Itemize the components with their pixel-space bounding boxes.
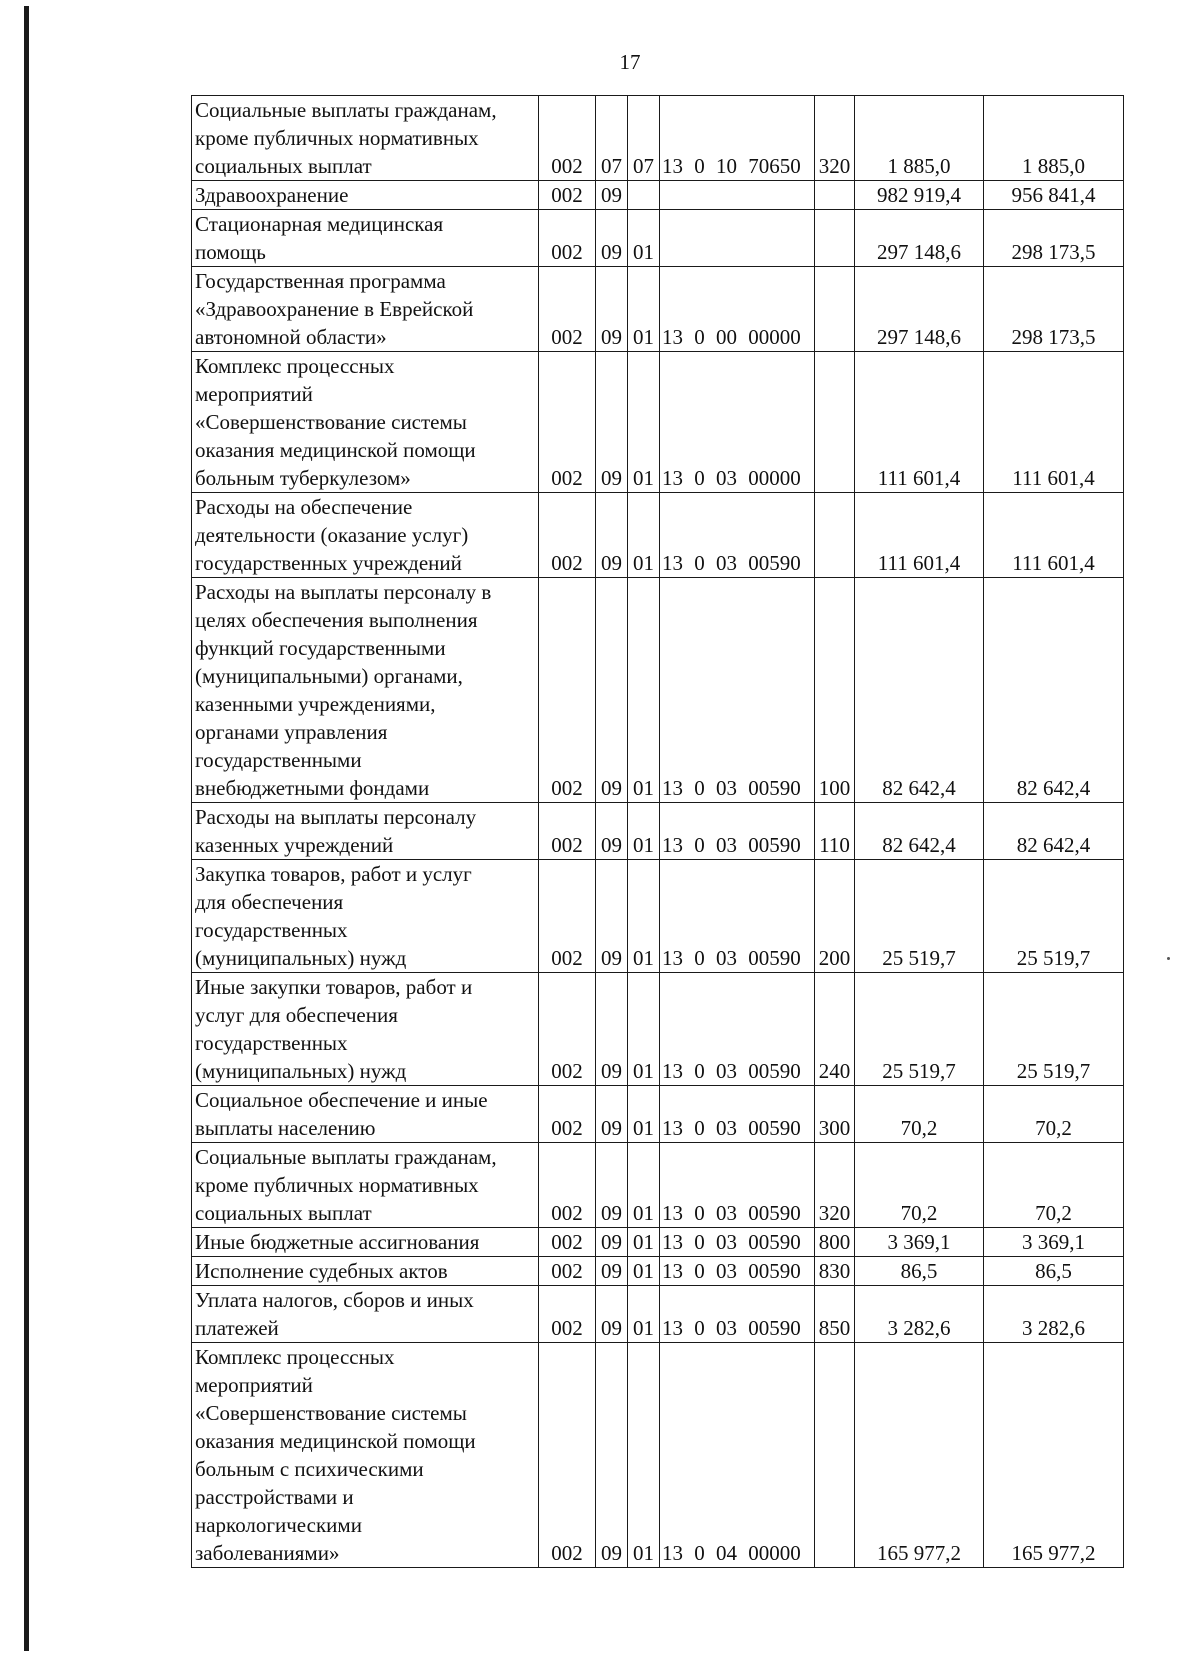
expense-name-line: автономной области» <box>195 325 387 349</box>
department-code-cell: 002 <box>539 1143 596 1228</box>
amount-year1-cell: 82 642,4 <box>855 803 984 860</box>
expense-name-line: казенными учреждениями, <box>195 692 436 716</box>
subsection-code-cell: 01 <box>628 1343 660 1568</box>
expense-type-code-cell <box>815 267 855 352</box>
expense-name-line: Комплекс процессных <box>195 354 395 378</box>
expense-name-line: больным туберкулезом» <box>195 466 411 490</box>
amount-year2-cell: 25 519,7 <box>984 860 1124 973</box>
subsection-code-cell: 01 <box>628 210 660 267</box>
subsection-code-cell: 01 <box>628 1286 660 1343</box>
table-row <box>192 803 1124 860</box>
section-code-cell: 09 <box>596 1343 628 1568</box>
amount-year1-cell: 165 977,2 <box>855 1343 984 1568</box>
target-article-code-cell: 13 0 03 00590 <box>660 493 815 578</box>
amount-year2-cell: 298 173,5 <box>984 267 1124 352</box>
amount-year2-cell: 70,2 <box>984 1086 1124 1143</box>
section-code-cell: 09 <box>596 210 628 267</box>
expense-type-code-cell: 320 <box>815 1143 855 1228</box>
expense-type-code-cell: 830 <box>815 1257 855 1286</box>
expense-name-line: «Совершенствование системы <box>195 410 467 434</box>
expense-name-line: Здравоохранение <box>195 183 349 207</box>
section-code-cell: 09 <box>596 267 628 352</box>
expense-name-line: государственных учреждений <box>195 551 462 575</box>
section-code-cell: 09 <box>596 1257 628 1286</box>
department-code-cell: 002 <box>539 1228 596 1257</box>
expense-name-cell <box>192 181 539 210</box>
section-code-cell: 09 <box>596 973 628 1086</box>
expense-type-code-cell <box>815 352 855 493</box>
budget-table <box>191 95 1124 1568</box>
expense-name-line: (муниципальными) органами, <box>195 664 463 688</box>
expense-type-code-cell <box>815 493 855 578</box>
department-code-cell: 002 <box>539 1343 596 1568</box>
target-article-code-cell <box>660 181 815 210</box>
expense-name-line: (муниципальных) нужд <box>195 1059 407 1083</box>
expense-name-line: Исполнение судебных актов <box>195 1259 448 1283</box>
expense-name-line: заболеваниями» <box>195 1541 340 1565</box>
section-code-cell: 09 <box>596 1286 628 1343</box>
amount-year2-cell: 3 369,1 <box>984 1228 1124 1257</box>
amount-year2-cell: 111 601,4 <box>984 352 1124 493</box>
section-code-cell: 09 <box>596 578 628 803</box>
expense-name-cell <box>192 96 539 181</box>
amount-year2-cell: 1 885,0 <box>984 96 1124 181</box>
expense-name-line: Расходы на выплаты персоналу <box>195 805 477 829</box>
subsection-code-cell: 01 <box>628 1228 660 1257</box>
budget-table-body <box>192 96 1124 1568</box>
expense-name-line: социальных выплат <box>195 1201 372 1225</box>
expense-name-line: для обеспечения <box>195 890 344 914</box>
amount-year2-cell: 25 519,7 <box>984 973 1124 1086</box>
amount-year2-cell: 70,2 <box>984 1143 1124 1228</box>
expense-name-line: государственных <box>195 1031 348 1055</box>
target-article-code-cell: 13 0 03 00590 <box>660 1228 815 1257</box>
expense-type-code-cell: 300 <box>815 1086 855 1143</box>
expense-name-line: органами управления <box>195 720 388 744</box>
section-code-cell: 09 <box>596 860 628 973</box>
expense-name-line: «Совершенствование системы <box>195 1401 467 1425</box>
expense-name-cell <box>192 1343 539 1568</box>
expense-name-line: Социальные выплаты гражданам, <box>195 1145 497 1169</box>
table-row <box>192 1343 1124 1568</box>
table-row <box>192 181 1124 210</box>
table-row <box>192 1257 1124 1286</box>
subsection-code-cell: 07 <box>628 96 660 181</box>
expense-type-code-cell: 850 <box>815 1286 855 1343</box>
department-code-cell: 002 <box>539 578 596 803</box>
expense-name-line: оказания медицинской помощи <box>195 438 476 462</box>
section-code-cell: 09 <box>596 803 628 860</box>
expense-name-line: (муниципальных) нужд <box>195 946 407 970</box>
expense-name-cell <box>192 1286 539 1343</box>
table-row <box>192 860 1124 973</box>
target-article-code-cell: 13 0 00 00000 <box>660 267 815 352</box>
subsection-code-cell: 01 <box>628 1257 660 1286</box>
expense-name-cell <box>192 493 539 578</box>
expense-name-line: Социальное обеспечение и иные <box>195 1088 488 1112</box>
expense-name-line: функций государственными <box>195 636 446 660</box>
expense-name-line: целях обеспечения выполнения <box>195 608 478 632</box>
expense-name-line: казенных учреждений <box>195 833 394 857</box>
department-code-cell: 002 <box>539 181 596 210</box>
expense-name-line: мероприятий <box>195 382 313 406</box>
subsection-code-cell: 01 <box>628 860 660 973</box>
expense-name-line: Государственная программа <box>195 269 446 293</box>
amount-year2-cell: 956 841,4 <box>984 181 1124 210</box>
subsection-code-cell: 01 <box>628 267 660 352</box>
expense-name-cell <box>192 578 539 803</box>
expense-name-line: расстройствами и <box>195 1485 354 1509</box>
expense-name-line: Стационарная медицинская <box>195 212 444 236</box>
subsection-code-cell: 01 <box>628 1086 660 1143</box>
target-article-code-cell: 13 0 03 00000 <box>660 352 815 493</box>
amount-year1-cell: 3 369,1 <box>855 1228 984 1257</box>
expense-type-code-cell: 110 <box>815 803 855 860</box>
table-row <box>192 267 1124 352</box>
table-row <box>192 1228 1124 1257</box>
expense-name-cell <box>192 1228 539 1257</box>
section-code-cell: 07 <box>596 96 628 181</box>
expense-name-line: Комплекс процессных <box>195 1345 395 1369</box>
expense-name-line: услуг для обеспечения <box>195 1003 398 1027</box>
section-code-cell: 09 <box>596 1228 628 1257</box>
expense-name-line: Расходы на обеспечение <box>195 495 413 519</box>
expense-type-code-cell: 800 <box>815 1228 855 1257</box>
scan-speck <box>1167 957 1170 960</box>
subsection-code-cell: 01 <box>628 973 660 1086</box>
target-article-code-cell: 13 0 03 00590 <box>660 803 815 860</box>
section-code-cell: 09 <box>596 493 628 578</box>
expense-name-line: Социальные выплаты гражданам, <box>195 98 497 122</box>
expense-name-line: помощь <box>195 240 266 264</box>
expense-name-line: государственных <box>195 918 348 942</box>
page-number: 17 <box>619 50 641 74</box>
department-code-cell: 002 <box>539 1286 596 1343</box>
table-row <box>192 1086 1124 1143</box>
expense-name-cell <box>192 973 539 1086</box>
expense-name-cell <box>192 1143 539 1228</box>
amount-year1-cell: 111 601,4 <box>855 352 984 493</box>
target-article-code-cell: 13 0 04 00000 <box>660 1343 815 1568</box>
amount-year1-cell: 70,2 <box>855 1086 984 1143</box>
amount-year1-cell: 3 282,6 <box>855 1286 984 1343</box>
amount-year1-cell: 25 519,7 <box>855 860 984 973</box>
amount-year2-cell: 82 642,4 <box>984 803 1124 860</box>
section-code-cell: 09 <box>596 1086 628 1143</box>
section-code-cell: 09 <box>596 352 628 493</box>
amount-year2-cell: 111 601,4 <box>984 493 1124 578</box>
expense-type-code-cell: 240 <box>815 973 855 1086</box>
table-row <box>192 578 1124 803</box>
table-row <box>192 493 1124 578</box>
amount-year1-cell: 86,5 <box>855 1257 984 1286</box>
expense-name-cell <box>192 1257 539 1286</box>
section-code-cell: 09 <box>596 181 628 210</box>
subsection-code-cell: 01 <box>628 578 660 803</box>
expense-name-cell <box>192 803 539 860</box>
expense-name-line: оказания медицинской помощи <box>195 1429 476 1453</box>
table-row <box>192 96 1124 181</box>
department-code-cell: 002 <box>539 493 596 578</box>
target-article-code-cell: 13 0 03 00590 <box>660 860 815 973</box>
department-code-cell: 002 <box>539 860 596 973</box>
department-code-cell: 002 <box>539 267 596 352</box>
expense-name-line: платежей <box>195 1316 279 1340</box>
amount-year1-cell: 82 642,4 <box>855 578 984 803</box>
expense-name-line: мероприятий <box>195 1373 313 1397</box>
amount-year1-cell: 297 148,6 <box>855 210 984 267</box>
department-code-cell: 002 <box>539 1086 596 1143</box>
department-code-cell: 002 <box>539 973 596 1086</box>
expense-name-line: «Здравоохранение в Еврейской <box>195 297 474 321</box>
expense-name-line: Расходы на выплаты персоналу в <box>195 580 492 604</box>
expense-name-line: Закупка товаров, работ и услуг <box>195 862 472 886</box>
expense-type-code-cell <box>815 181 855 210</box>
target-article-code-cell: 13 0 03 00590 <box>660 1143 815 1228</box>
table-row <box>192 210 1124 267</box>
amount-year1-cell: 70,2 <box>855 1143 984 1228</box>
expense-name-line: кроме публичных нормативных <box>195 126 479 150</box>
target-article-code-cell: 13 0 03 00590 <box>660 1257 815 1286</box>
expense-name-line: деятельности (оказание услуг) <box>195 523 469 547</box>
expense-name-cell <box>192 267 539 352</box>
binding-edge-line <box>24 6 29 1651</box>
expense-name-line: кроме публичных нормативных <box>195 1173 479 1197</box>
subsection-code-cell: 01 <box>628 803 660 860</box>
department-code-cell: 002 <box>539 96 596 181</box>
section-code-cell: 09 <box>596 1143 628 1228</box>
target-article-code-cell: 13 0 10 70650 <box>660 96 815 181</box>
target-article-code-cell: 13 0 03 00590 <box>660 1086 815 1143</box>
subsection-code-cell: 01 <box>628 352 660 493</box>
expense-name-cell <box>192 860 539 973</box>
table-row <box>192 973 1124 1086</box>
expense-name-cell <box>192 1086 539 1143</box>
target-article-code-cell: 13 0 03 00590 <box>660 973 815 1086</box>
amount-year2-cell: 82 642,4 <box>984 578 1124 803</box>
expense-name-line: социальных выплат <box>195 154 372 178</box>
target-article-code-cell: 13 0 03 00590 <box>660 1286 815 1343</box>
expense-type-code-cell <box>815 1343 855 1568</box>
subsection-code-cell: 01 <box>628 1143 660 1228</box>
expense-name-line: государственными <box>195 748 362 772</box>
expense-type-code-cell: 320 <box>815 96 855 181</box>
expense-name-line: внебюджетными фондами <box>195 776 430 800</box>
amount-year1-cell: 982 919,4 <box>855 181 984 210</box>
expense-name-line: больным с психическими <box>195 1457 424 1481</box>
amount-year2-cell: 298 173,5 <box>984 210 1124 267</box>
amount-year1-cell: 1 885,0 <box>855 96 984 181</box>
expense-name-cell <box>192 352 539 493</box>
expense-name-line: выплаты населению <box>195 1116 376 1140</box>
expense-name-line: Уплата налогов, сборов и иных <box>195 1288 474 1312</box>
amount-year2-cell: 3 282,6 <box>984 1286 1124 1343</box>
table-row <box>192 1286 1124 1343</box>
expense-name-cell <box>192 210 539 267</box>
target-article-code-cell <box>660 210 815 267</box>
amount-year1-cell: 25 519,7 <box>855 973 984 1086</box>
department-code-cell: 002 <box>539 352 596 493</box>
expense-name-line: наркологическими <box>195 1513 362 1537</box>
department-code-cell: 002 <box>539 210 596 267</box>
expense-type-code-cell <box>815 210 855 267</box>
expense-name-line: Иные закупки товаров, работ и <box>195 975 473 999</box>
subsection-code-cell: 01 <box>628 493 660 578</box>
target-article-code-cell: 13 0 03 00590 <box>660 578 815 803</box>
expense-name-line: Иные бюджетные ассигнования <box>195 1230 480 1254</box>
table-row <box>192 352 1124 493</box>
subsection-code-cell <box>628 181 660 210</box>
amount-year1-cell: 111 601,4 <box>855 493 984 578</box>
amount-year2-cell: 86,5 <box>984 1257 1124 1286</box>
expense-type-code-cell: 100 <box>815 578 855 803</box>
amount-year1-cell: 297 148,6 <box>855 267 984 352</box>
department-code-cell: 002 <box>539 803 596 860</box>
amount-year2-cell: 165 977,2 <box>984 1343 1124 1568</box>
table-row <box>192 1143 1124 1228</box>
expense-type-code-cell: 200 <box>815 860 855 973</box>
department-code-cell: 002 <box>539 1257 596 1286</box>
